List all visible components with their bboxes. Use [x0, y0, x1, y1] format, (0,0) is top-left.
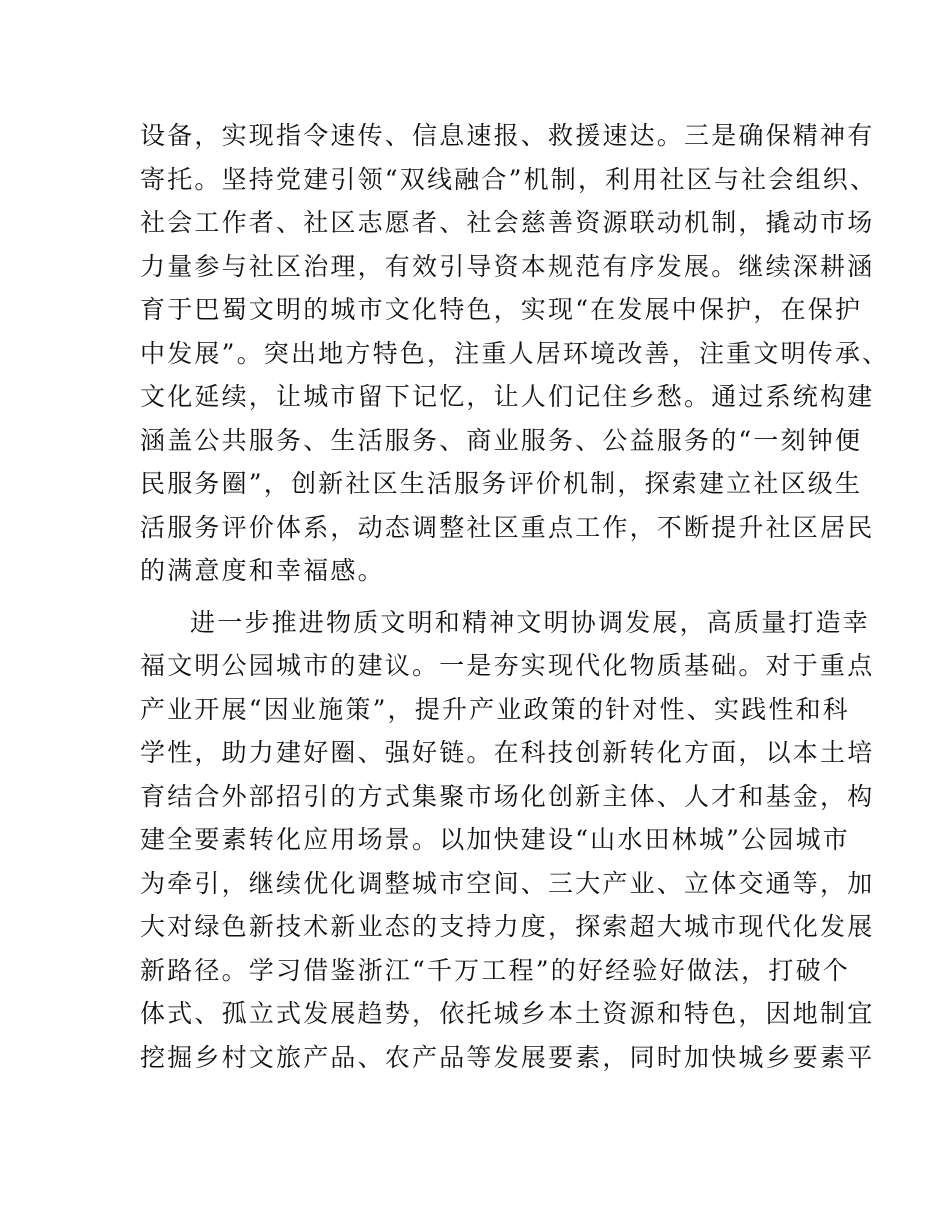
- paragraph-1: [140, 114, 890, 593]
- text-line: 中发展”。突出地方特色，注重人居环境改善，注重文明传承、: [140, 338, 890, 368]
- text-line: 进一步推进物质文明和精神文明协调发展，高质量打造幸: [190, 607, 871, 637]
- text-line: 育结合外部招引的方式集聚市场化创新主体、人才和基金，构: [140, 781, 875, 811]
- text-line: 学性，助力建好圈、强好链。在科技创新转化方面，以本土培: [140, 738, 875, 767]
- text-line: 文化延续，让城市留下记忆，让人们记住乡愁。通过系统构建: [140, 382, 875, 411]
- paragraph-2: [140, 601, 875, 1080]
- text-line: 挖掘乡村文旅产品、农产品等发展要素，同时加快城乡要素平: [140, 1042, 875, 1072]
- text-line: 体式、孤立式发展趋势，依托城乡本土资源和特色，因地制宜: [140, 999, 875, 1028]
- text-line: 为牵引，继续优化调整城市空间、三大产业、立体交通等，加: [140, 868, 875, 898]
- text-line: 力量参与社区治理，有效引导资本规范有序发展。继续深耕涵: [140, 251, 875, 281]
- text-line: 建全要素转化应用场景。以加快建设“山水田林城”公园城市: [140, 825, 850, 854]
- body-text: [140, 114, 890, 1079]
- text-line: 涵盖公共服务、生活服务、商业服务、公益服务的“一刻钟便: [140, 425, 863, 455]
- text-line: 大对绿色新技术新业态的支持力度，探索超大城市现代化发展: [140, 912, 875, 941]
- text-line: 福文明公园城市的建议。一是夯实现代化物质基础。对于重点: [140, 651, 875, 680]
- text-line: 寄托。坚持党建引领“双线融合”机制，利用社区与社会组织、: [140, 164, 878, 194]
- text-line: 社会工作者、社区志愿者、社会慈善资源联动机制，撬动市场: [140, 208, 875, 237]
- text-line: 育于巴蜀文明的城市文化特色，实现“在发展中保护，在保护: [140, 295, 863, 324]
- text-line: 活服务评价体系，动态调整社区重点工作，不断提升社区居民: [140, 512, 875, 542]
- text-line: 民服务圈”，创新社区生活服务评价机制，探索建立社区级生: [140, 469, 863, 498]
- text-line: 产业开展“因业施策”，提升产业政策的针对性、实践性和科: [140, 694, 850, 724]
- text-line: 的满意度和幸福感。: [140, 556, 385, 585]
- text-line: 设备，实现指令速传、信息速报、救援速达。三是确保精神有: [140, 121, 875, 150]
- text-line: 新路径。学习借鉴浙江“千万工程”的好经验好做法，打破个: [140, 955, 850, 985]
